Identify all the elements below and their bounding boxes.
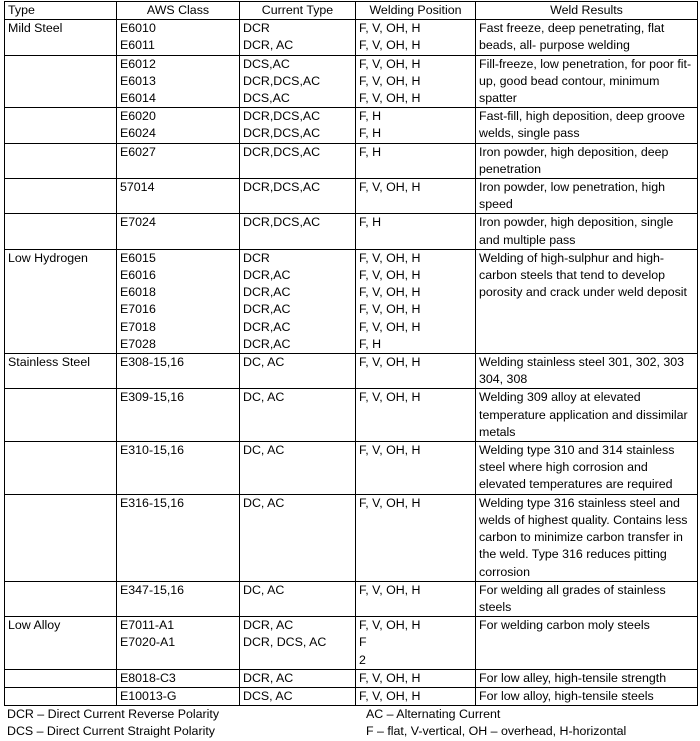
aws-class-value: E6016 [120,268,156,283]
cell-aws-class [117,108,240,143]
cell-type [5,20,117,55]
weld-results-text: Fast freeze, deep penetrating, flat beads, all- purpose welding [479,21,665,53]
cell-weld-results [476,20,698,55]
aws-class-value: E6013 [120,73,156,88]
cell-welding-position [356,249,476,353]
aws-class-value: E7020-A1 [120,635,176,650]
cell-current-type [240,354,356,389]
table-row [5,687,698,705]
welding-position-value: F, V, OH, H [359,180,421,195]
electrode-table-sheet [4,1,697,741]
aws-class-value: E6015 [120,250,156,265]
current-type-value: DCR,AC [243,268,291,283]
table-row [5,581,698,616]
cell-welding-position [356,20,476,55]
weld-results-text: For low alley, high-tensile strength [479,670,667,685]
cell-current-type [240,55,356,108]
current-type-value: DC, AC [243,582,285,597]
aws-class-value: E6024 [120,126,156,141]
table-row [5,442,698,495]
type-label: Low Alloy [8,618,61,633]
aws-class-value: E7018 [120,319,156,334]
cell-type [5,687,117,705]
welding-position-value: F, V, OH, H [359,73,421,88]
cell-weld-results [476,354,698,389]
header-welding-position: Welding Position [356,2,476,20]
cell-welding-position [356,55,476,108]
table-row [5,55,698,108]
weld-results-text: For welding all grades of stainless steels [479,582,666,614]
aws-class-value: E6010 [120,21,156,36]
cell-current-type [240,143,356,178]
welding-position-value: 2 [359,652,366,667]
cell-weld-results [476,617,698,670]
aws-class-value: E347-15,16 [120,582,185,597]
header-weld-results: Weld Results [476,2,698,20]
electrode-table [4,1,698,706]
weld-results-text: Welding of high-sulphur and high-carbon steels that tend to develop porosity and crack under weld deposit [479,250,688,300]
aws-class-value: E310-15,16 [120,443,185,458]
cell-current-type [240,442,356,495]
cell-type [5,55,117,108]
cell-aws-class [117,581,240,616]
table-row [5,617,698,670]
cell-type [5,617,117,670]
cell-current-type [240,581,356,616]
welding-position-value: F, V, OH, H [359,56,421,71]
aws-class-value: E6018 [120,285,156,300]
aws-class-value: E6014 [120,91,156,106]
cell-type [5,108,117,143]
current-type-value: DC, AC [243,443,285,458]
aws-class-value: E6020 [120,109,156,124]
welding-position-value: F, H [359,336,382,351]
cell-current-type [240,108,356,143]
cell-current-type [240,249,356,353]
weld-results-text: Iron powder, low penetration, high speed [479,180,665,212]
cell-current-type [240,617,356,670]
weld-results-text: Fill-freeze, low penetration, for poor fit-up, good bead contour, minimum spatter [479,56,692,106]
cell-type [5,669,117,687]
cell-type [5,442,117,495]
cell-aws-class [117,354,240,389]
cell-aws-class [117,389,240,442]
current-type-value: DC, AC [243,495,285,510]
current-type-value: DCR [243,250,270,265]
current-type-value: DCR,AC [243,319,291,334]
cell-weld-results [476,179,698,214]
cell-type [5,494,117,581]
aws-class-value: E309-15,16 [120,390,185,405]
cell-weld-results [476,494,698,581]
cell-aws-class [117,214,240,249]
cell-aws-class [117,687,240,705]
weld-results-text: For welding carbon moly steels [479,618,650,633]
aws-class-value: E7024 [120,215,156,230]
cell-aws-class [117,494,240,581]
welding-position-value: F, V, OH, H [359,285,421,300]
current-type-value: DCR,DCS,AC [243,73,321,88]
cell-aws-class [117,442,240,495]
cell-current-type [240,214,356,249]
cell-welding-position [356,687,476,705]
welding-position-value: F, V, OH, H [359,355,421,370]
current-type-value: DCR, AC [243,38,294,53]
header-type: Type [5,2,117,20]
welding-position-value: F, H [359,126,382,141]
current-type-value: DCR,DCS,AC [243,126,321,141]
current-type-value: DCR,AC [243,302,291,317]
header-aws-class: AWS Class [117,2,240,20]
cell-welding-position [356,179,476,214]
cell-aws-class [117,249,240,353]
aws-class-value: 57014 [120,180,155,195]
header-current-type: Current Type [240,2,356,20]
legend-right-text: AC – Alternating Current [366,707,501,722]
welding-position-value: F, V, OH, H [359,319,421,334]
cell-welding-position [356,442,476,495]
welding-position-value: F, V, OH, H [359,250,421,265]
cell-weld-results [476,108,698,143]
current-type-value: DCR [243,21,270,36]
cell-current-type [240,389,356,442]
type-label: Low Hydrogen [8,250,88,265]
legend-row [4,706,697,723]
aws-class-value: E8018-C3 [120,670,176,685]
current-type-value: DCR,DCS,AC [243,180,321,195]
aws-class-value: E6011 [120,38,155,53]
cell-weld-results [476,143,698,178]
cell-weld-results [476,249,698,353]
current-type-value: DC, AC [243,355,285,370]
legend-left-text: DCR – Direct Current Reverse Polarity [7,707,220,722]
cell-type [5,249,117,353]
cell-current-type [240,20,356,55]
aws-class-value: E7011-A1 [120,618,175,633]
current-type-value: DCS,AC [243,56,290,71]
type-label: Stainless Steel [8,355,90,370]
cell-welding-position [356,581,476,616]
welding-position-value: F, V, OH, H [359,302,421,317]
current-type-value: DC, AC [243,390,285,405]
welding-position-value: F, V, OH, H [359,91,421,106]
cell-welding-position [356,669,476,687]
cell-type [5,581,117,616]
welding-position-value: F, V, OH, H [359,618,421,633]
cell-weld-results [476,214,698,249]
current-type-value: DCR,DCS,AC [243,144,321,159]
table-row [5,20,698,55]
cell-aws-class [117,20,240,55]
abbreviation-legend [4,706,697,740]
cell-aws-class [117,617,240,670]
current-type-value: DCR, AC [243,618,294,633]
weld-results-text: Welding type 316 stainless steel and welds of highest quality. Contains less carbon to minimize carbon transfer in the weld. Type 316 reduces pitting corrosion [479,495,688,579]
cell-current-type [240,179,356,214]
welding-position-value: F, V, OH, H [359,38,421,53]
cell-current-type [240,687,356,705]
cell-current-type [240,669,356,687]
current-type-value: DCR,AC [243,285,291,300]
cell-weld-results [476,389,698,442]
weld-results-text: Iron powder, high deposition, single and multiple pass [479,215,674,247]
cell-type [5,143,117,178]
welding-position-value: F, H [359,109,382,124]
welding-position-value: F, V, OH, H [359,21,421,36]
cell-aws-class [117,55,240,108]
welding-position-value: F, V, OH, H [359,688,421,703]
weld-results-text: Fast-fill, high deposition, deep groove welds, single pass [479,109,685,141]
cell-type [5,389,117,442]
legend-right-text: F – flat, V-vertical, OH – overhead, H-horizontal [366,724,627,739]
current-type-value: DCR, AC [243,670,294,685]
table-body [5,20,698,706]
welding-position-value: F, V, OH, H [359,390,421,405]
table-row [5,389,698,442]
weld-results-text: Iron powder, high deposition, deep penetration [479,144,669,176]
cell-aws-class [117,179,240,214]
welding-position-value: F, V, OH, H [359,268,421,283]
current-type-value: DCR, DCS, AC [243,635,327,650]
cell-welding-position [356,494,476,581]
welding-position-value: F, V, OH, H [359,582,421,597]
cell-welding-position [356,143,476,178]
cell-welding-position [356,214,476,249]
type-label: Mild Steel [8,21,63,36]
cell-type [5,354,117,389]
cell-weld-results [476,581,698,616]
table-row [5,214,698,249]
aws-class-value: E7016 [120,302,156,317]
table-row [5,249,698,353]
cell-type [5,179,117,214]
weld-results-text: For low alloy, high-tensile steels [479,688,654,703]
cell-weld-results [476,687,698,705]
welding-position-value: F, H [359,215,382,230]
aws-class-value: E316-15,16 [120,495,185,510]
table-header-row [5,2,698,20]
cell-welding-position [356,617,476,670]
weld-results-text: Welding type 310 and 314 stainless steel where high corrosion and elevated temperatures are required [479,443,675,492]
current-type-value: DCS,AC [243,91,290,106]
aws-class-value: E7028 [120,336,156,351]
cell-welding-position [356,108,476,143]
aws-class-value: E10013-G [120,688,177,703]
aws-class-value: E308-15,16 [120,355,185,370]
welding-position-value: F, V, OH, H [359,495,421,510]
welding-position-value: F [359,635,367,650]
table-row [5,494,698,581]
table-row [5,669,698,687]
weld-results-text: Welding 309 alloy at elevated temperature application and dissimilar metals [479,390,688,439]
table-row [5,354,698,389]
welding-position-value: F, V, OH, H [359,443,421,458]
cell-current-type [240,494,356,581]
welding-position-value: F, V, OH, H [359,670,421,685]
cell-welding-position [356,389,476,442]
cell-type [5,214,117,249]
table-row [5,179,698,214]
cell-weld-results [476,55,698,108]
current-type-value: DCR,DCS,AC [243,109,321,124]
cell-weld-results [476,442,698,495]
table-row [5,108,698,143]
legend-row [4,723,697,740]
welding-position-value: F, H [359,144,382,159]
cell-aws-class [117,143,240,178]
cell-aws-class [117,669,240,687]
cell-welding-position [356,354,476,389]
current-type-value: DCR,DCS,AC [243,215,321,230]
current-type-value: DCS, AC [243,688,293,703]
legend-left-text: DCS – Direct Current Straight Polarity [7,724,215,739]
weld-results-text: Welding stainless steel 301, 302, 303 304, 308 [479,355,685,387]
table-row [5,143,698,178]
aws-class-value: E6012 [120,56,156,71]
aws-class-value: E6027 [120,144,156,159]
current-type-value: DCR,AC [243,336,291,351]
cell-weld-results [476,669,698,687]
